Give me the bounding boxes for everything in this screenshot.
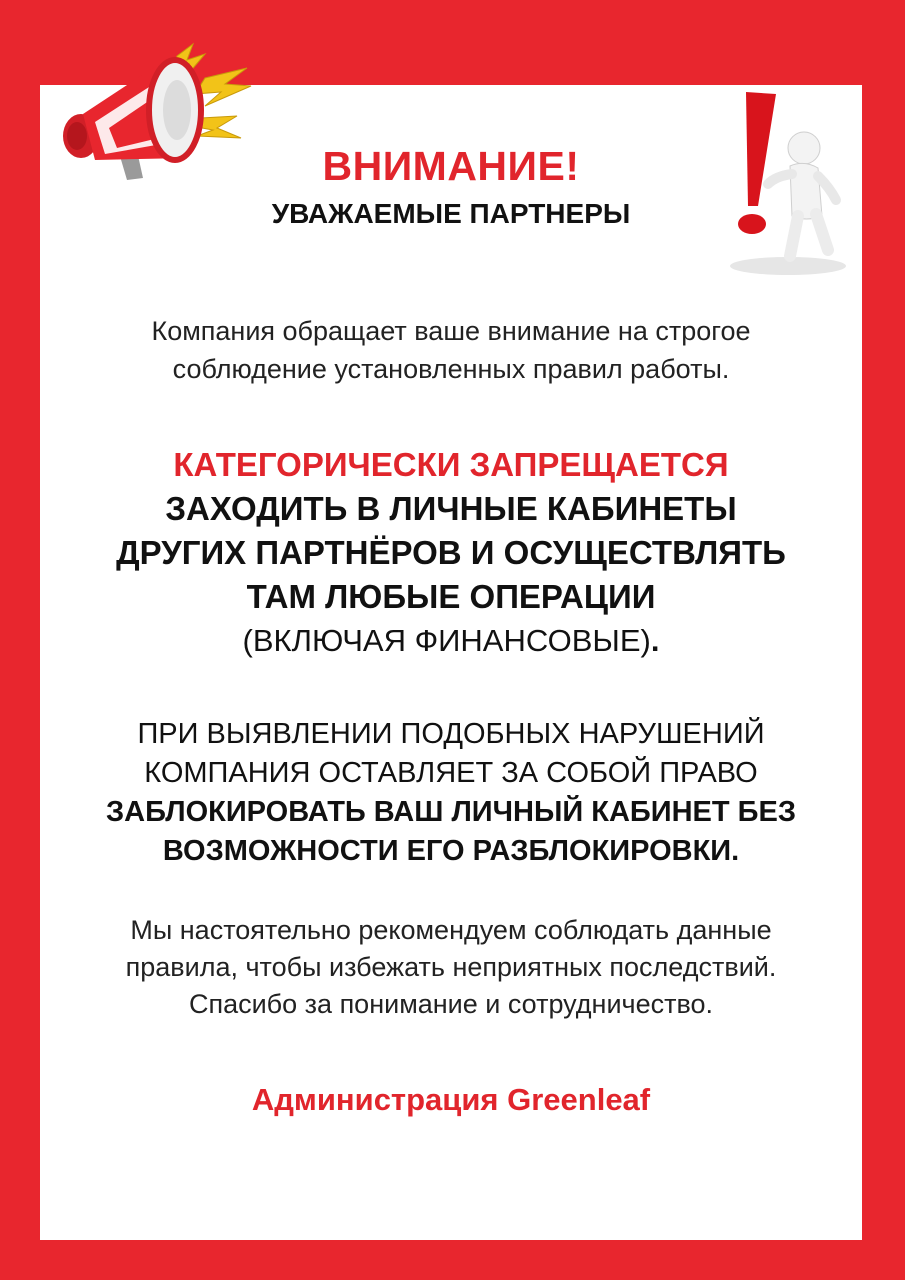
closing-line-3: Спасибо за понимание и сотрудничество. xyxy=(188,989,714,1019)
prohibition-note: (ВКЛЮЧАЯ ФИНАНСОВЫЕ) xyxy=(242,623,651,658)
consequence-line-3: ЗАБЛОКИРОВАТЬ ВАШ ЛИЧНЫЙ КАБИНЕТ БЕЗ xyxy=(106,796,796,828)
consequence-block xyxy=(40,715,862,871)
closing-line-1: Мы настоятельно рекомендуем соблюдать данные xyxy=(130,915,772,945)
prohibition-line-3: ТАМ ЛЮБЫЕ ОПЕРАЦИИ xyxy=(246,578,656,615)
intro-line-2: соблюдение установленных правил работы. xyxy=(172,354,730,384)
closing-paragraph xyxy=(40,912,862,1023)
prohibition-block xyxy=(40,443,862,663)
intro-paragraph xyxy=(40,312,862,388)
exclamation-figure-icon xyxy=(718,88,848,278)
prohibition-heading: КАТЕГОРИЧЕСКИ ЗАПРЕЩАЕТСЯ xyxy=(173,446,729,483)
signature: Администрация Greenleaf xyxy=(251,1082,651,1117)
consequence-line-2: КОМПАНИЯ ОСТАВЛЯЕТ ЗА СОБОЙ ПРАВО xyxy=(144,757,758,789)
consequence-line-4: ВОЗМОЖНОСТИ ЕГО РАЗБЛОКИРОВКИ. xyxy=(162,835,740,867)
prohibition-line-1: ЗАХОДИТЬ В ЛИЧНЫЕ КАБИНЕТЫ xyxy=(165,490,737,527)
notice-title: ВНИМАНИЕ! xyxy=(322,143,580,189)
prohibition-note-period: . xyxy=(650,623,660,658)
prohibition-note-line xyxy=(40,619,862,663)
notice-subtitle: УВАЖАЕМЫЕ ПАРТНЕРЫ xyxy=(271,198,631,229)
closing-line-2: правила, чтобы избежать неприятных последствий. xyxy=(125,952,777,982)
intro-line-1: Компания обращает ваше внимание на строгое xyxy=(151,316,751,346)
consequence-line-1: ПРИ ВЫЯВЛЕНИИ ПОДОБНЫХ НАРУШЕНИЙ xyxy=(137,718,765,750)
prohibition-line-2: ДРУГИХ ПАРТНЁРОВ И ОСУЩЕСТВЛЯТЬ xyxy=(116,534,786,571)
